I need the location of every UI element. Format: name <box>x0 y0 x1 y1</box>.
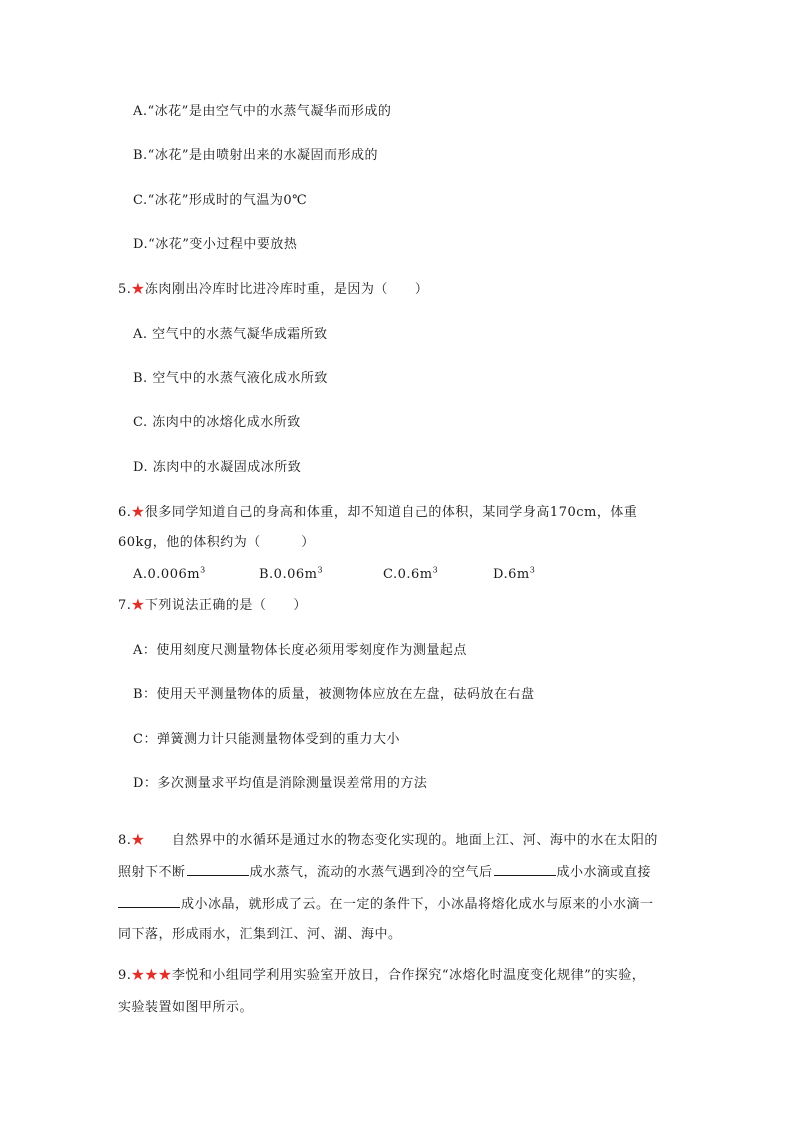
q7-option-a: A：使用刻度尺测量物体长度必须用零刻度作为测量起点 <box>133 643 467 658</box>
q5-option-a: A. 空气中的水蒸气凝华成霜所致 <box>133 327 328 342</box>
q8-number: 8. <box>118 833 132 848</box>
q7-stem <box>118 597 307 615</box>
answer-blank[interactable] <box>118 895 180 908</box>
q7-option-c: C：弹簧测力计只能测量物体受到的重力大小 <box>133 732 400 747</box>
q5-option-c: C. 冻肉中的冰熔化成水所致 <box>133 415 301 430</box>
difficulty-star-icon: ★★★ <box>131 968 172 983</box>
q9-line1 <box>118 967 645 985</box>
q5-option-b: B. 空气中的水蒸气液化成水所致 <box>133 371 328 386</box>
q6-option-a: $A.0.006m^3$ <box>133 565 206 582</box>
difficulty-star-icon: ★ <box>131 505 145 520</box>
q4-option-d: D.“冰花”变小过程中要放热 <box>133 237 298 252</box>
difficulty-star-icon: ★ <box>131 833 145 848</box>
difficulty-star-icon: ★ <box>131 598 145 613</box>
q7-option-d: D：多次测量求平均值是消除测量误差常用的方法 <box>133 776 428 791</box>
q4-option-b: B.“冰花”是由喷射出来的水凝固而形成的 <box>133 148 378 163</box>
q6-option-d: $D.6m^3$ <box>493 565 536 582</box>
answer-blank[interactable] <box>187 863 249 876</box>
q8-line1-text: 自然界中的水循环是通过水的物态变化实现的。地面上江、河、海中的水在太阳的 <box>144 833 658 848</box>
answer-blank[interactable] <box>494 863 556 876</box>
q4-option-c: C.“冰花”形成时的气温为0℃ <box>133 193 308 208</box>
q9-number: 9. <box>118 968 132 983</box>
q6-stem-line2: 60kg，他的体积约为（ ） <box>118 535 315 550</box>
q8-line4: 同下落，形成雨水，汇集到江、河、湖、海中。 <box>118 927 402 942</box>
q6-option-c: $C.0.6m^3$ <box>383 565 439 582</box>
q6-option-b: $B.0.06m^3$ <box>259 565 324 582</box>
q8-line1 <box>118 832 658 850</box>
q6-stem-line1 <box>118 504 637 522</box>
q9-line2: 实验装置如图甲所示。 <box>118 1000 254 1015</box>
q6-number: 6. <box>118 505 132 520</box>
q5-stem <box>118 281 428 299</box>
q8-line3: 成小冰晶，就形成了云。在一定的条件下，小冰晶将熔化成水与原来的小水滴一 <box>118 895 654 914</box>
q8-line2: 照射下不断 成水蒸气，流动的水蒸气遇到冷的空气后 成小水滴或直接 <box>118 865 652 880</box>
q6-stem-text: 很多同学知道自己的身高和体重，却不知道自己的体积，某同学身高170cm，体重 <box>144 505 638 520</box>
q7-number: 7. <box>118 598 132 613</box>
q5-option-d: D. 冻肉中的水凝固成冰所致 <box>133 460 302 475</box>
q7-option-b: B：使用天平测量物体的质量，被测物体应放在左盘，砝码放在右盘 <box>133 687 535 702</box>
difficulty-star-icon: ★ <box>131 282 145 297</box>
q5-stem-text: 冻肉刚出冷库时比进冷库时重，是因为（ ） <box>144 282 429 297</box>
q7-stem-text: 下列说法正确的是（ ） <box>144 598 307 613</box>
q4-option-a: A.“冰花”是由空气中的水蒸气凝华而形成的 <box>133 104 392 119</box>
q9-line1-text: 李悦和小组同学利用实验室开放日，合作探究“冰熔化时温度变化规律”的实验， <box>171 968 646 983</box>
q5-number: 5. <box>118 282 132 297</box>
